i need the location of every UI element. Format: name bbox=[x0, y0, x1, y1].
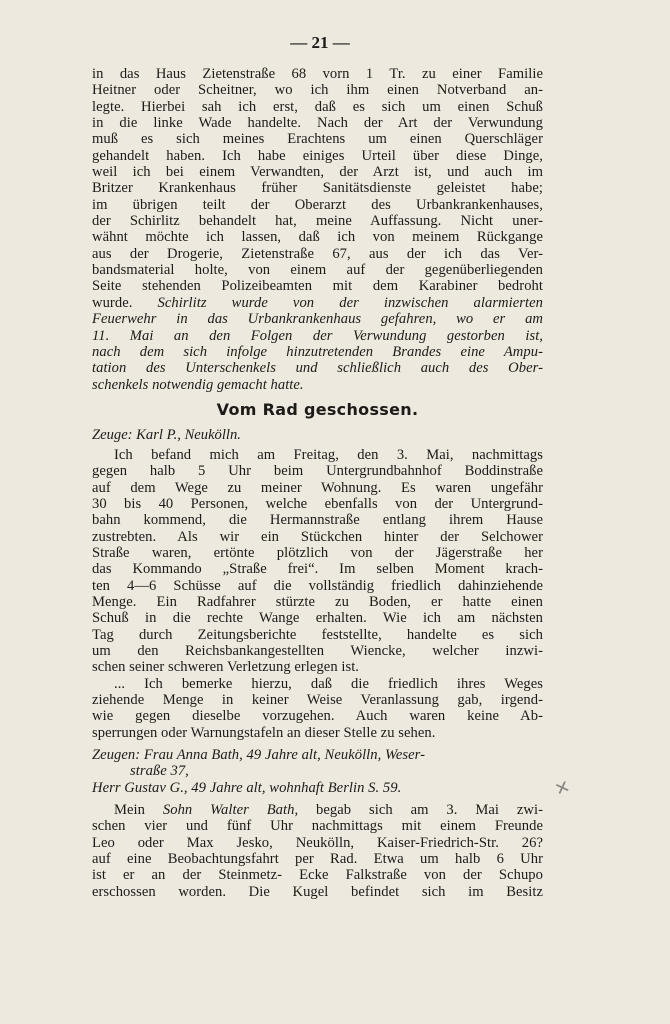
text-line: der Schirlitz behandelt hat, meine Auffassung. Nicht uner- bbox=[92, 213, 543, 230]
text-span: wurde. bbox=[92, 294, 133, 311]
text-line: auf dem Wege zu meiner Wohnung. Es waren ungefähr bbox=[92, 479, 543, 496]
italic-text: Schirlitz wurde von der inzwischen alarmierten bbox=[157, 294, 543, 311]
text-line: in das Haus Zietenstraße 68 vorn 1 Tr. zu einer Familie bbox=[92, 66, 543, 82]
text-line: gegen halb 5 Uhr beim Untergrundbahnhof Boddinstraße bbox=[92, 463, 543, 480]
text-line: muß es sich meines Erachtens um einen Querschläger bbox=[92, 131, 543, 148]
text-line: Britzer Krankenhaus früher Sanitätsdienste geleistet habe; bbox=[92, 180, 543, 197]
body-text bbox=[92, 66, 543, 900]
text-line: bahn kommend, die Hermannstraße entlang ihrem Hause bbox=[92, 512, 543, 529]
text-line: Schuß in die rechte Wange erhalten. Wie ich am nächsten bbox=[92, 610, 543, 627]
text-line: Ich befand mich am Freitag, den 3. Mai, nachmittags bbox=[114, 446, 543, 463]
margin-mark-icon: ✕ bbox=[551, 776, 574, 801]
text-line: 30 bis 40 Personen, welche ebenfalls von der Untergrund- bbox=[92, 495, 543, 512]
text-line: erschossen worden. Die Kugel befindet sich im Besitz bbox=[92, 883, 543, 900]
paragraph-walter-bath bbox=[92, 802, 543, 900]
text-line: ten 4—6 Schüsse auf die vollständig friedlich dahinziehende bbox=[92, 577, 543, 594]
text-line: wie gegen dieselbe vorzugehen. Auch waren keine Ab- bbox=[92, 708, 543, 725]
text-line: sperrungen oder Warnungstafeln an dieser Stelle zu sehen. bbox=[92, 724, 436, 741]
paragraph-schirlitz bbox=[92, 66, 543, 393]
text-line bbox=[92, 802, 543, 818]
section-heading: Vom Rad geschossen. bbox=[216, 399, 419, 419]
text-line: Feuerwehr in das Urbankrankenhaus gefahren, wo er am bbox=[92, 311, 543, 328]
text-line: weil ich bei einem Verwandten, der Arzt ist, und auch im bbox=[92, 164, 543, 181]
text-line: Leo oder Max Jesko, Neukölln, Kaiser-Friedrich-Str. 26? bbox=[92, 834, 543, 851]
text-line: aus der Drogerie, Zietenstraße 67, aus der ich das Ver- bbox=[92, 245, 543, 262]
paragraph-radfahrer bbox=[92, 447, 543, 741]
text-line: 11. Mai an den Folgen der Verwundung gestorben ist, bbox=[92, 327, 543, 344]
text-line bbox=[92, 295, 543, 311]
text-line: wähnt möchte ich lassen, daß ich von meinem Rückgange bbox=[92, 229, 543, 246]
text-span: begab sich am 3. Mai zwi- bbox=[298, 802, 543, 819]
text-line: Heitner oder Scheitner, wo ich ihm einen Notverband an- bbox=[92, 82, 543, 99]
text-span: Mein bbox=[114, 802, 163, 819]
text-line: bandsmaterial holte, von einem auf der gegenüberliegenden bbox=[92, 262, 543, 279]
text-line: tation des Unterschenkels und schließlich auch des Ober- bbox=[92, 360, 543, 377]
text-line: das Kommando „Straße frei“. Im selben Moment krach- bbox=[92, 561, 543, 578]
text-line: Tag durch Zeitungsberichte feststellte, handelte es sich bbox=[92, 626, 543, 643]
text-line: im übrigen teilt der Oberarzt des Urbankrankenhauses, bbox=[92, 196, 543, 213]
page-number: — 21 — bbox=[290, 33, 350, 52]
text-line: Zeugen: Frau Anna Bath, 49 Jahre alt, Neukölln, Weser- bbox=[92, 747, 426, 764]
text-line: straße 37, bbox=[130, 763, 189, 780]
text-line: ist er an der Steinmetz- Ecke Falkstraße von der Schupo bbox=[92, 867, 543, 884]
text-line: Seite stehenden Polizeibeamten mit dem Karabiner bedroht bbox=[92, 278, 543, 295]
text-line: schenkels notwendig gemacht hatte. bbox=[92, 376, 304, 393]
text-line: Menge. Ein Radfahrer stürzte zu Boden, er hatte einen bbox=[92, 593, 543, 610]
text-line: schen seiner schweren Verletzung erlegen ist. bbox=[92, 659, 359, 676]
text-line: schen vier und fünf Uhr nachmittags mit einem Freunde bbox=[92, 818, 543, 835]
text-line: zustrebten. Als wir ein Stückchen hinter der Selchower bbox=[92, 528, 543, 545]
text-line: ziehende Menge in keiner Weise Veranlassung gab, irgend- bbox=[92, 692, 543, 709]
text-line: auf eine Beobachtungsfahrt per Rad. Etwa um halb 6 Uhr bbox=[92, 851, 543, 868]
text-line: in die linke Wade handelte. Nach der Art der Verwundung bbox=[92, 115, 543, 132]
text-line: um den Reichsbankangestellten Wiencke, welcher inzwi- bbox=[92, 643, 543, 659]
text-line: Straße waren, ertönte plötzlich von der Jägerstraße her bbox=[92, 544, 543, 561]
text-line: gehandelt haben. Ich habe einiges Urteil über diese Dinge, bbox=[92, 147, 543, 164]
text-line: ... Ich bemerke hierzu, daß die friedlich ihres Weges bbox=[114, 675, 543, 692]
italic-name: Sohn Walter Bath, bbox=[162, 802, 299, 819]
text-line: legte. Hierbei sah ich erst, daß es sich um einen Schuß bbox=[92, 98, 543, 115]
text-line: Herr Gustav G., 49 Jahre alt, wohnhaft Berlin S. 59. bbox=[92, 779, 402, 796]
witness-line: Zeuge: Karl P., Neukölln. bbox=[92, 426, 241, 443]
witness-block bbox=[92, 747, 543, 796]
text-line: nach dem sich infolge hinzutretenden Brandes eine Ampu- bbox=[92, 343, 543, 360]
